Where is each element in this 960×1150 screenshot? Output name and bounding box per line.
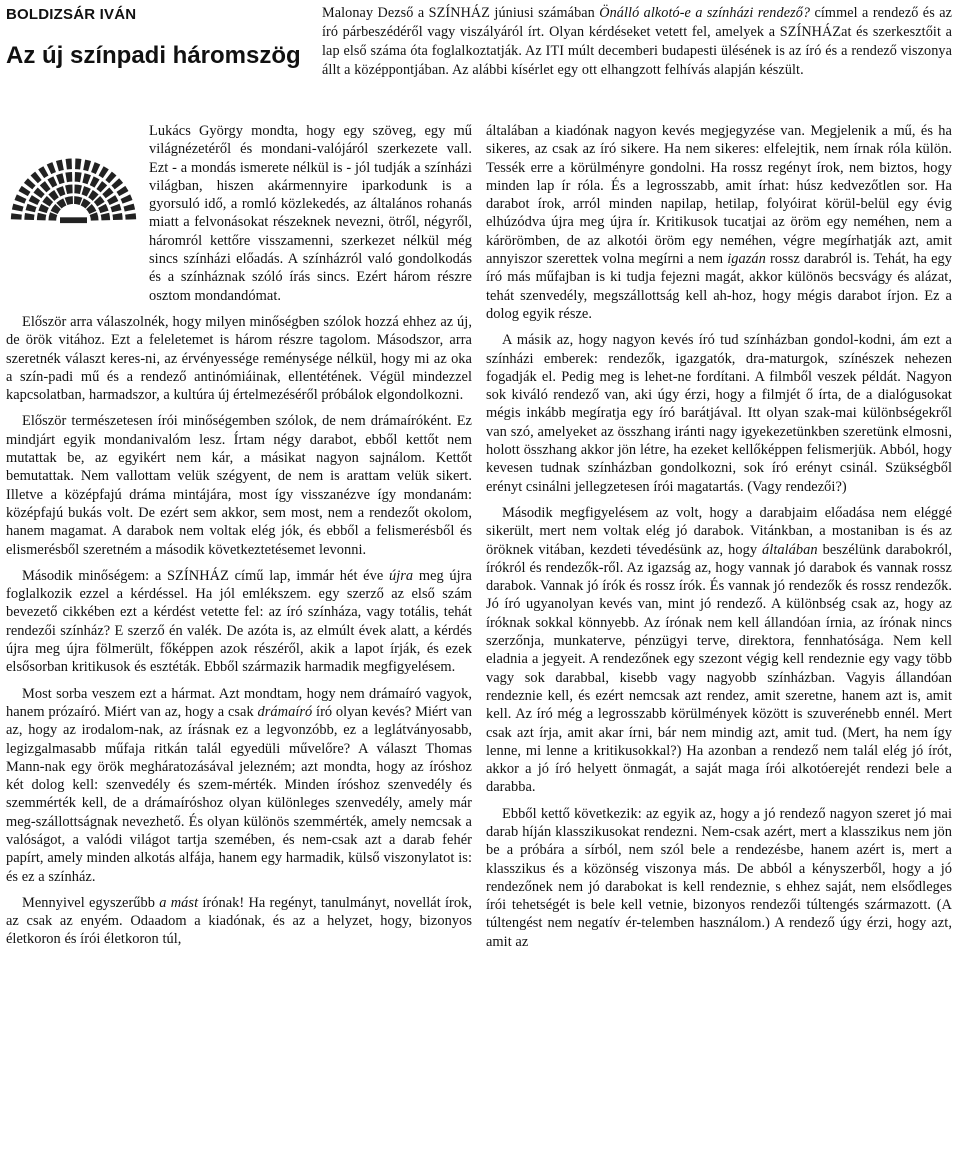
seat-block [65,172,72,182]
seat-block [38,204,48,213]
seat-block [125,213,136,219]
text-run: Most sorba veszem ezt a hármat. Azt mondtam, hogy nem drámaíró vagyok, hanem prózaíró. Miért van az, hogy a csak [6,685,472,720]
emphasis-text: újra [388,567,414,584]
seat-block [107,195,118,205]
seat-block [75,159,81,170]
seat-block [19,186,31,196]
seat-block [56,186,65,196]
seat-block [56,160,64,172]
paragraph [486,331,952,496]
seat-block [112,213,122,220]
seat-block [11,213,22,219]
seat-block [47,162,56,174]
seat-block [75,172,82,182]
seat-block [83,160,91,172]
theater-seating-illustration [6,142,141,310]
text-run: Mennyivel egyszerűbb [22,894,160,911]
text-run: Lukács György mondta, hogy egy szöveg, egy mű világnézetéről és mondani-valójáról szerkezete vall. Ezt - a mondás ismerete nélkül is - jól tudják a színházi világban, hiszen akármennyire iparkodunk is a gyorsuló idő, a romló közlekedés, az általános rohanás miatt a felvonásokat részeknek nevezni, ötről, négyről, háromról kettőre visszamenni, szerkezet nélkül még sincs színházi előadás. A színházról való gondolkodás és a színháznak szóló írás sincs. Ezért három részre osztom mondandómat. [149,123,472,304]
emphasis-text: igazán [727,251,766,268]
paragraph [486,122,952,323]
seat-block [110,204,121,213]
emphasis-text: Önálló alkotó-e a színházi rendező? [599,5,811,21]
seat-block [66,159,72,170]
column-right [486,122,952,1147]
seat-block [12,204,24,212]
seat-block [102,187,113,198]
seat-block [101,213,110,221]
seat-block [91,162,100,174]
author-name: BOLDIZSÁR IVÁN [6,6,137,23]
text-run: beszélünk darabokról, írókról és rendezők-ről. Az igazság az, hogy vannak jó darabok és vannak rossz darabok. Vannak jó írók és rossz írók. És vannak jó rendezők és rossz rendezők. Jó író ugyanolyan kevés van, mint jó rendező. A különbség csak az, hogy az íróknak sokkal könnyebb. Az írónak nem kell állandóan írnia, az írónak nincs szerzőnja, munkaterve, pénzügyi terve, direktora, fennhatósága. Nem kell eladnia a jegyeit. A rendezőnek egy szezont végig kell rendeznie egy vagy több vagy sok darabbal, kisebb vagy nagyobb színházban. Vagyis állandóan rendeznie kell, és ezért nemcsak azt rendez, amit szeretne, hanem azt is, amit kell. Az író még a legrosszabb körülmények között is szuverénebb ennél. Mert csak azt írja, amit akar írni, bár nem mindig azt, amit tud. (Mert, ha nem így lenne, mi lenne a kritikusokkal?) Ha azonban a rendező nem talál elég jó írót, akkor a jó író helyett önmagát, a saját maga írói alkotóerejét rendezi bele a darabba. [486,541,952,796]
seat-block [74,185,82,194]
seat-block [117,186,129,196]
seat-block [65,185,73,194]
seat-block [82,173,91,184]
paragraph [6,412,472,558]
emphasis-text: általában [762,541,818,558]
column-left [6,122,472,1147]
text-run: meg újra foglalkozik ezzel a kérdéssel. Ha jól emlékszem. egy szerző az első szám bevezető cikkében ezt a kérdést vetette fel: az író színháza, vagy totális, tehát rendezői színház? E szerző én valék. De azóta is, az elmúlt évek alatt, a kérdés újra meg újra fölmerült, főképpen azok részéről, akik a lapot írják, és ezek elsősorban kritikusok és esztéták. Ebből származik harmadik megfigyelésem. [6,567,472,676]
paragraph [486,805,952,951]
text-run: író olyan kevés? Miért van az, hogy az irodalom-nak, az írásnak ez a legvonzóbb, ez a leglátványosabb, legizgalmasabb műfaja ritkán talál egyedüli művelőre? A választ Thomas Mann-nak egy örök megháratozásával jelezném; azt mondta, hogy az íróshoz két dolog kell: szenvedély és szem-mérték. Minden íróshoz szenvedély és szemmérték kell, de a drámaíróshoz olyan különleges szenvedély, amely már meg-szállottságnak nevezhető. És olyan különös szemmérték, amely nemcsak a valóságot, a valódi világot tartja szemében, és nem-csak azt a darab fehér papírt, amely minden alkotás alfája, hanem egy harmadik, külső viszonylatot is: és ez a színház. [6,703,472,885]
seat-block [74,196,82,205]
seat-block [96,181,107,192]
text-run: Malonay Dezső a SZÍNHÁZ júniusi számában [322,5,600,21]
seat-block [47,176,57,187]
seat-block [123,204,135,212]
seat-block [111,178,123,189]
seat-block [99,166,109,178]
text-run: általában a kiadónak nagyon kevés megjegyzése van. Megjelenik a mű, és ha sikeres, az csak az író sikere. Ha nem sikeres: elfelejtik, nem írnak róla külön. Tessék erre a körülményre gondolni. Ha rossz regényt írok, nem biztos, hogy minden lap ír róla. És a legrosszabb, amit írhat: húsz kedvezőtlen sor. Ha darabot írok, arról minden napilap, hetilap, folyóirat körül-belül egy évig elhúzódva újra meg újra ír. Kritikusok tucatjai az öröm egy neméhen, nem a kárörömben, de az alkotói öröm egy neméhen, végre megírhatják azt, amit annyiszor szerettek volna megírni a nem [486,123,952,268]
paragraph [6,313,472,404]
seat-block [48,212,57,220]
text-run: rossz darabról is. Tehát, ha egy író más műfajban is ki tudja fejezni magát, akkor különös becsvágy és alázat, tehát szenvedély, megszállottság kell ah-hoz, hogy mégis darabot írjon. Ez a dolog egyik része. [486,251,952,322]
seat-block [33,187,44,198]
emphasis-text: a mást [159,894,199,911]
seat-block [14,194,26,203]
emphasis-text: drámaíró [257,703,313,720]
stage-block [60,217,87,223]
text-run: Második minőségem: a SZÍNHÁZ című lap, immár hét éve [22,567,389,584]
text-run: Második megfigyelésem az volt, hogy a darabjaim előadása nem eléggé sikerült, mert nem voltak elég jó darabok. Vitánkban, a mostaniban is és az öröknek vitában, kezdeti tévedésünk az, hogy [486,504,952,558]
seat-block [37,213,46,221]
paragraph [6,567,472,677]
seat-block [40,181,51,192]
seat-block [82,186,91,196]
article-title: Az új színpadi háromszög [6,42,301,69]
seat-block [98,204,108,213]
seat-block [38,166,48,178]
seat-block [90,176,100,187]
right-column-text [486,122,952,951]
seat-block [29,195,40,205]
seat-block [24,178,36,189]
text-run: írónak! Ha regényt, tanulmányt, novellát írok, az csak az enyém. Odaadom a kiadónak, és az a helyzet, hogy, bizonyos életkoron és írói életkoron túl, [6,894,472,948]
seat-block [26,204,37,213]
text-run: A másik az, hogy nagyon kevés író tud színházban gondol-kodni, ám ezt a színházi emberek: rendezők, igazgatók, dra-maturgok, színészek nehezen fogadják el. Pedig meg is lehet-ne fordítani. A filmből veszek példát. Nagyon sok kiváló rendező van, aki úgy érzi, hogy a filmjét ő írta, de a dialógusokat mégis inkább megíratja egy író barátjával. Itt olyan szak-mai különbségekről van szó, amelyeket az összhang iránti nagy igyekezetünkben szeretünk elmosni, holott összhang akkor jön létre, ha ezeket kellőképpen felismerjük. Abból, hogy kevesen tudnak színházban gondolkozni, sok író erényt csinál. Szükségből erényt csinálni jellegzetesen írói magatartás. (Vagy rendezői?) [486,332,952,495]
lead-paragraph [322,4,952,80]
seat-block [24,213,34,220]
paragraph [6,894,472,949]
seat-block [56,173,65,184]
text-run: Ebből kettő következik: az egyik az, hogy a jó rendező nagyon szeret jó mai darab híján klasszikusokat rendezni. Nem-csak azért, mert a klasszikus nem jön be a próbára a sírból, nem szól bele a rendezésbe, hanem azért is, mert a klasszikus és a közönség viszonya más. De abból a kényszerből, hogy a jó rendezőnek nem jó darabokat is kell rendeznie, s ehhez saját, nem elsődleges írói tehetségét is bele kell vetnie, bizonyos rendezői túltengés származott. (A túltengést nem negatív ér-telemben használom.) A rendező úgy érzi, hogy azt, amit az [486,805,952,950]
text-run: Először természetesen írói minőségemben szólok, de nem drámaíróként. Ez mindjárt egyik mondanivalóm lesz. Írtam négy darabot, ebből kettőt nem mutattak be, az egyikért nem kár, a másikat nagyon sajnálom. Kettőt bemutattak. Nem vallottam velük szégyent, de nem is arattam velük sikert. Illetve a középfajú dráma mintájára, most így visszanézve így mondanám: középfajú bukás volt. De ezért sem akkor, sem most, nem a rendezőt okolom, hanem magamat. A darabok nem voltak elég jók, és ebből a felismerésből és elismerésből szeretném a második következtetésemet levonni. [6,413,472,558]
seat-block [105,172,116,184]
paragraph [486,504,952,797]
seat-block [90,212,99,220]
text-run: Először arra válaszolnék, hogy milyen minőségben szólok hozzá ehhez az új, de örök vitához. Ezt a feleletemet is három részre tagolom. Másodszor, arra szeretnék választ keres-ni, az érvényessége reménysége nélkül, hogy mi az oka a szín-padi mű és a rendező antinómiáinak, ellentétének. Végül mindezzel kapcsolatban, harmadszor, a kultúra új értelmezéséről próbálok elgondolkozni. [6,313,472,404]
paragraph [6,685,472,886]
seat-block [65,196,73,205]
seat-block [121,194,133,203]
text-run: címmel a rendező és az író párbeszédéről vagy viszályáról írt. Olyan kérdéseket vetett fel, amelyek a SZÍNHÁZat és szerkesztőit a lap első száma óta foglalkoztatják. Az ITI múlt decemberi budapesti ülésének is az író és a rendező viszonya állt a középpontjában. Az alábbi kísérlet egy ott elhangzott felhívás alapján készült. [322,5,952,78]
seat-block [31,172,42,184]
